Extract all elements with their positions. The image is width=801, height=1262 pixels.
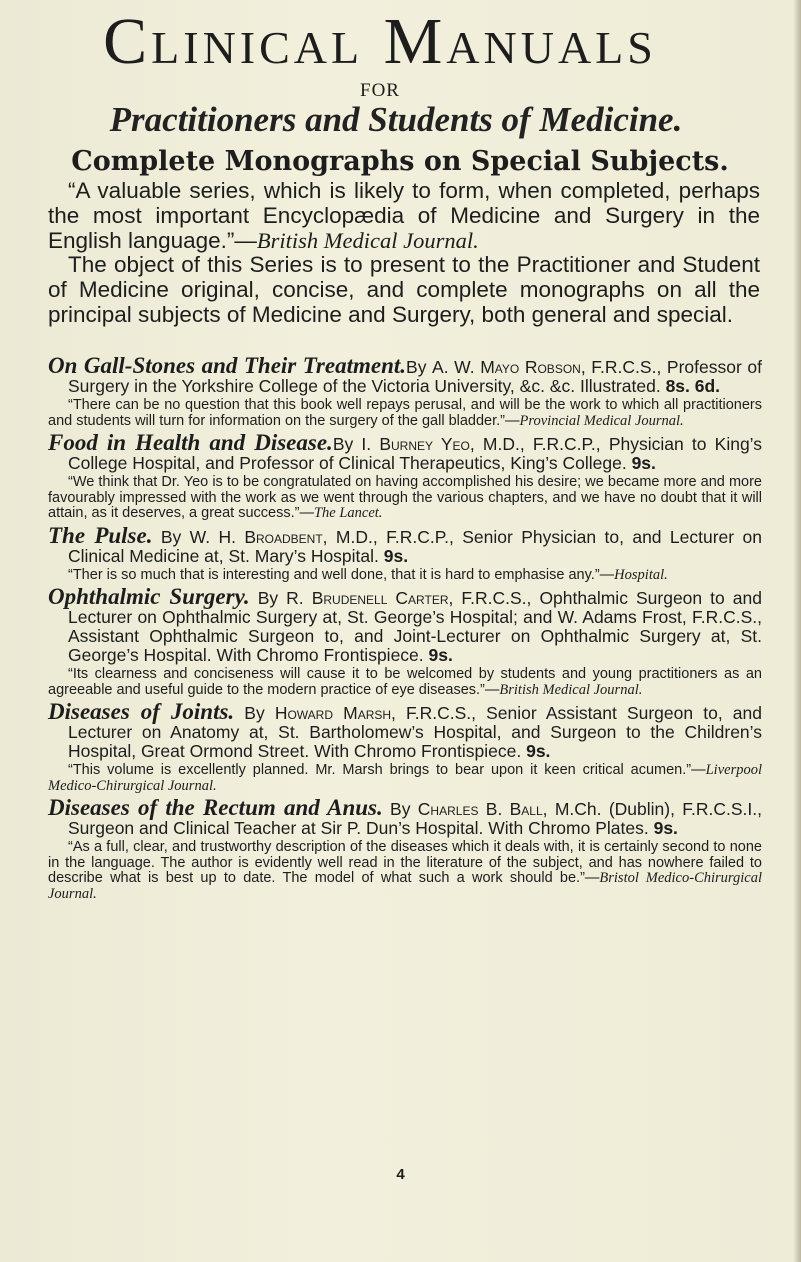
press-quote [48,178,760,253]
book-author: R. Brudenell Carter, [286,588,454,608]
review-source: British Medical Journal. [499,681,643,698]
book-details: F.R.C.S., Senior Assistant Surgeon to, and Lecturer on Anatomy at, St. Bartholomew’s Hospital, and Surgeon to the Children’s Hospital, Great Ormond Street. With Chromo Frontispiece. [68,703,762,761]
book-details: M.D., F.R.C.P., Physician to King’s College Hospital, and Professor of Clinical Therapeutics, King’s College. [68,434,762,473]
book-list [48,353,763,906]
book-entry [48,353,762,429]
book-price: 9s. [428,645,453,665]
book-title: Diseases of Joints. [48,699,235,724]
book-price: 9s. [526,741,551,761]
book-author: A. W. Mayo Robson, [432,357,586,377]
book-title: Food in Health and Disease. [48,430,333,455]
book-review [48,667,762,698]
book-entry [48,430,762,522]
review-text: “As a full, clear, and trustworthy description of the diseases which it deals with, it is certainly second to none in the language. The author is evidently well read in the literature of the subject, and has nowhere failed to describe what is best up to date. The model of what such a work should be.”— [48,839,762,886]
by-label: By [234,703,275,723]
book-description [48,430,762,473]
book-review [48,840,762,902]
review-source: Liverpool Medico-Chirurgical Journal. [48,762,762,794]
review-text: “There can be no question that this book well repays perusal, and will be the work to which all practitioners and students will turn for information on the surgery of the gall bladder.”— [48,397,762,429]
review-text: “Its clearness and conciseness will cause it to be welcomed by students and young practitioners as an agreeable and useful guide to the modern practice of eye diseases.”— [48,666,762,698]
book-review [48,398,762,429]
book-author: I. Burney Yeo, [361,434,475,454]
book-review [48,475,762,522]
book-price: 8s. 6d. [665,376,721,396]
book-description [48,522,762,566]
tagline: Complete Monographs on Special Subjects. [71,146,729,177]
quote-source: British Medical Journal. [256,228,479,253]
book-title: The Pulse. [48,522,153,548]
page-number: 4 [396,1166,405,1183]
review-source: Bristol Medico-Chirurgical Journal. [48,870,763,902]
book-price: 9s. [653,818,678,838]
book-review [48,568,762,584]
for-label: FOR [360,80,400,101]
review-text: “Ther is so much that is interesting and well done, that it is hard to emphasise any.”— [68,566,615,583]
by-label: By [406,357,433,377]
review-source: Provincial Medical Journal. [519,412,684,429]
book-entry [48,699,762,794]
book-details: M.Ch. (Dublin), F.R.C.S.I., Surgeon and Clinical Teacher at Sir P. Dun’s Hospital. With Chromo Plates. [68,799,762,838]
book-details: F.R.C.S., Ophthalmic Surgeon to and Lecturer on Ophthalmic Surgery at, St. George’s Hospital; and W. Adams Frost, F.R.C.S., Assistant Ophthalmic Surgeon to, and Joint-Lecturer on Ophthalmic Surgery at, St. George’s Hospital. With Chromo Frontispiece. [68,588,762,665]
book-review [48,763,762,794]
book-entry [48,584,762,698]
book-author: W. H. Broadbent, [189,526,328,547]
book-title: Diseases of the Rectum and Anus. [48,795,383,820]
quote-text: “A valuable series, which is likely to form, when completed, perhaps the most important Encyclopædia of Medicine and Surgery in the English language.”— [48,178,760,253]
intro-paragraph: The object of this Series is to present to the Practitioner and Student of Medicine original, concise, and complete monographs on all the principal subjects of Medicine and Surgery, both general and special. [48,252,760,327]
by-label: By [332,434,362,454]
book-description [48,699,762,761]
book-author: Charles B. Ball, [417,799,548,819]
book-description [48,795,762,838]
review-text: “This volume is excellently planned. Mr. Marsh brings to bear upon it keen critical acumen.”— [68,762,706,778]
book-description [48,584,762,665]
review-text: “We think that Dr. Yeo is to be congratulated on having accomplished his desire; we became more and more favourably impressed with the work as we went through the various chapters, and we have no doubt that it will attain, as it deserves, a great success.”— [48,474,762,521]
book-details: M.D., F.R.C.P., Senior Physician to, and Lecturer on Clinical Medicine at, St. Mary’s Hospital. [68,526,762,566]
subtitle: Practitioners and Students of Medicine. [109,100,683,139]
page-title: Clinical Manuals [103,5,657,78]
book-entry [48,795,763,902]
book-description [48,353,762,396]
book-title: On Gall-Stones and Their Treatment. [48,353,407,378]
book-title: Ophthalmic Surgery. [48,584,250,609]
book-price: 9s. [631,453,656,473]
review-source: Hospital. [614,566,668,583]
book-author: Howard Marsh, [274,703,396,723]
by-label: By [382,799,418,819]
by-label: By [249,588,287,608]
by-label: By [152,526,190,547]
book-entry [48,522,762,584]
book-price: 9s. [383,545,409,566]
book-details: F.R.C.S., Professor of Surgery in the Yorkshire College of the Victoria University, &c. &c. Illustrated. [68,357,762,396]
review-source: The Lancet. [313,505,383,521]
